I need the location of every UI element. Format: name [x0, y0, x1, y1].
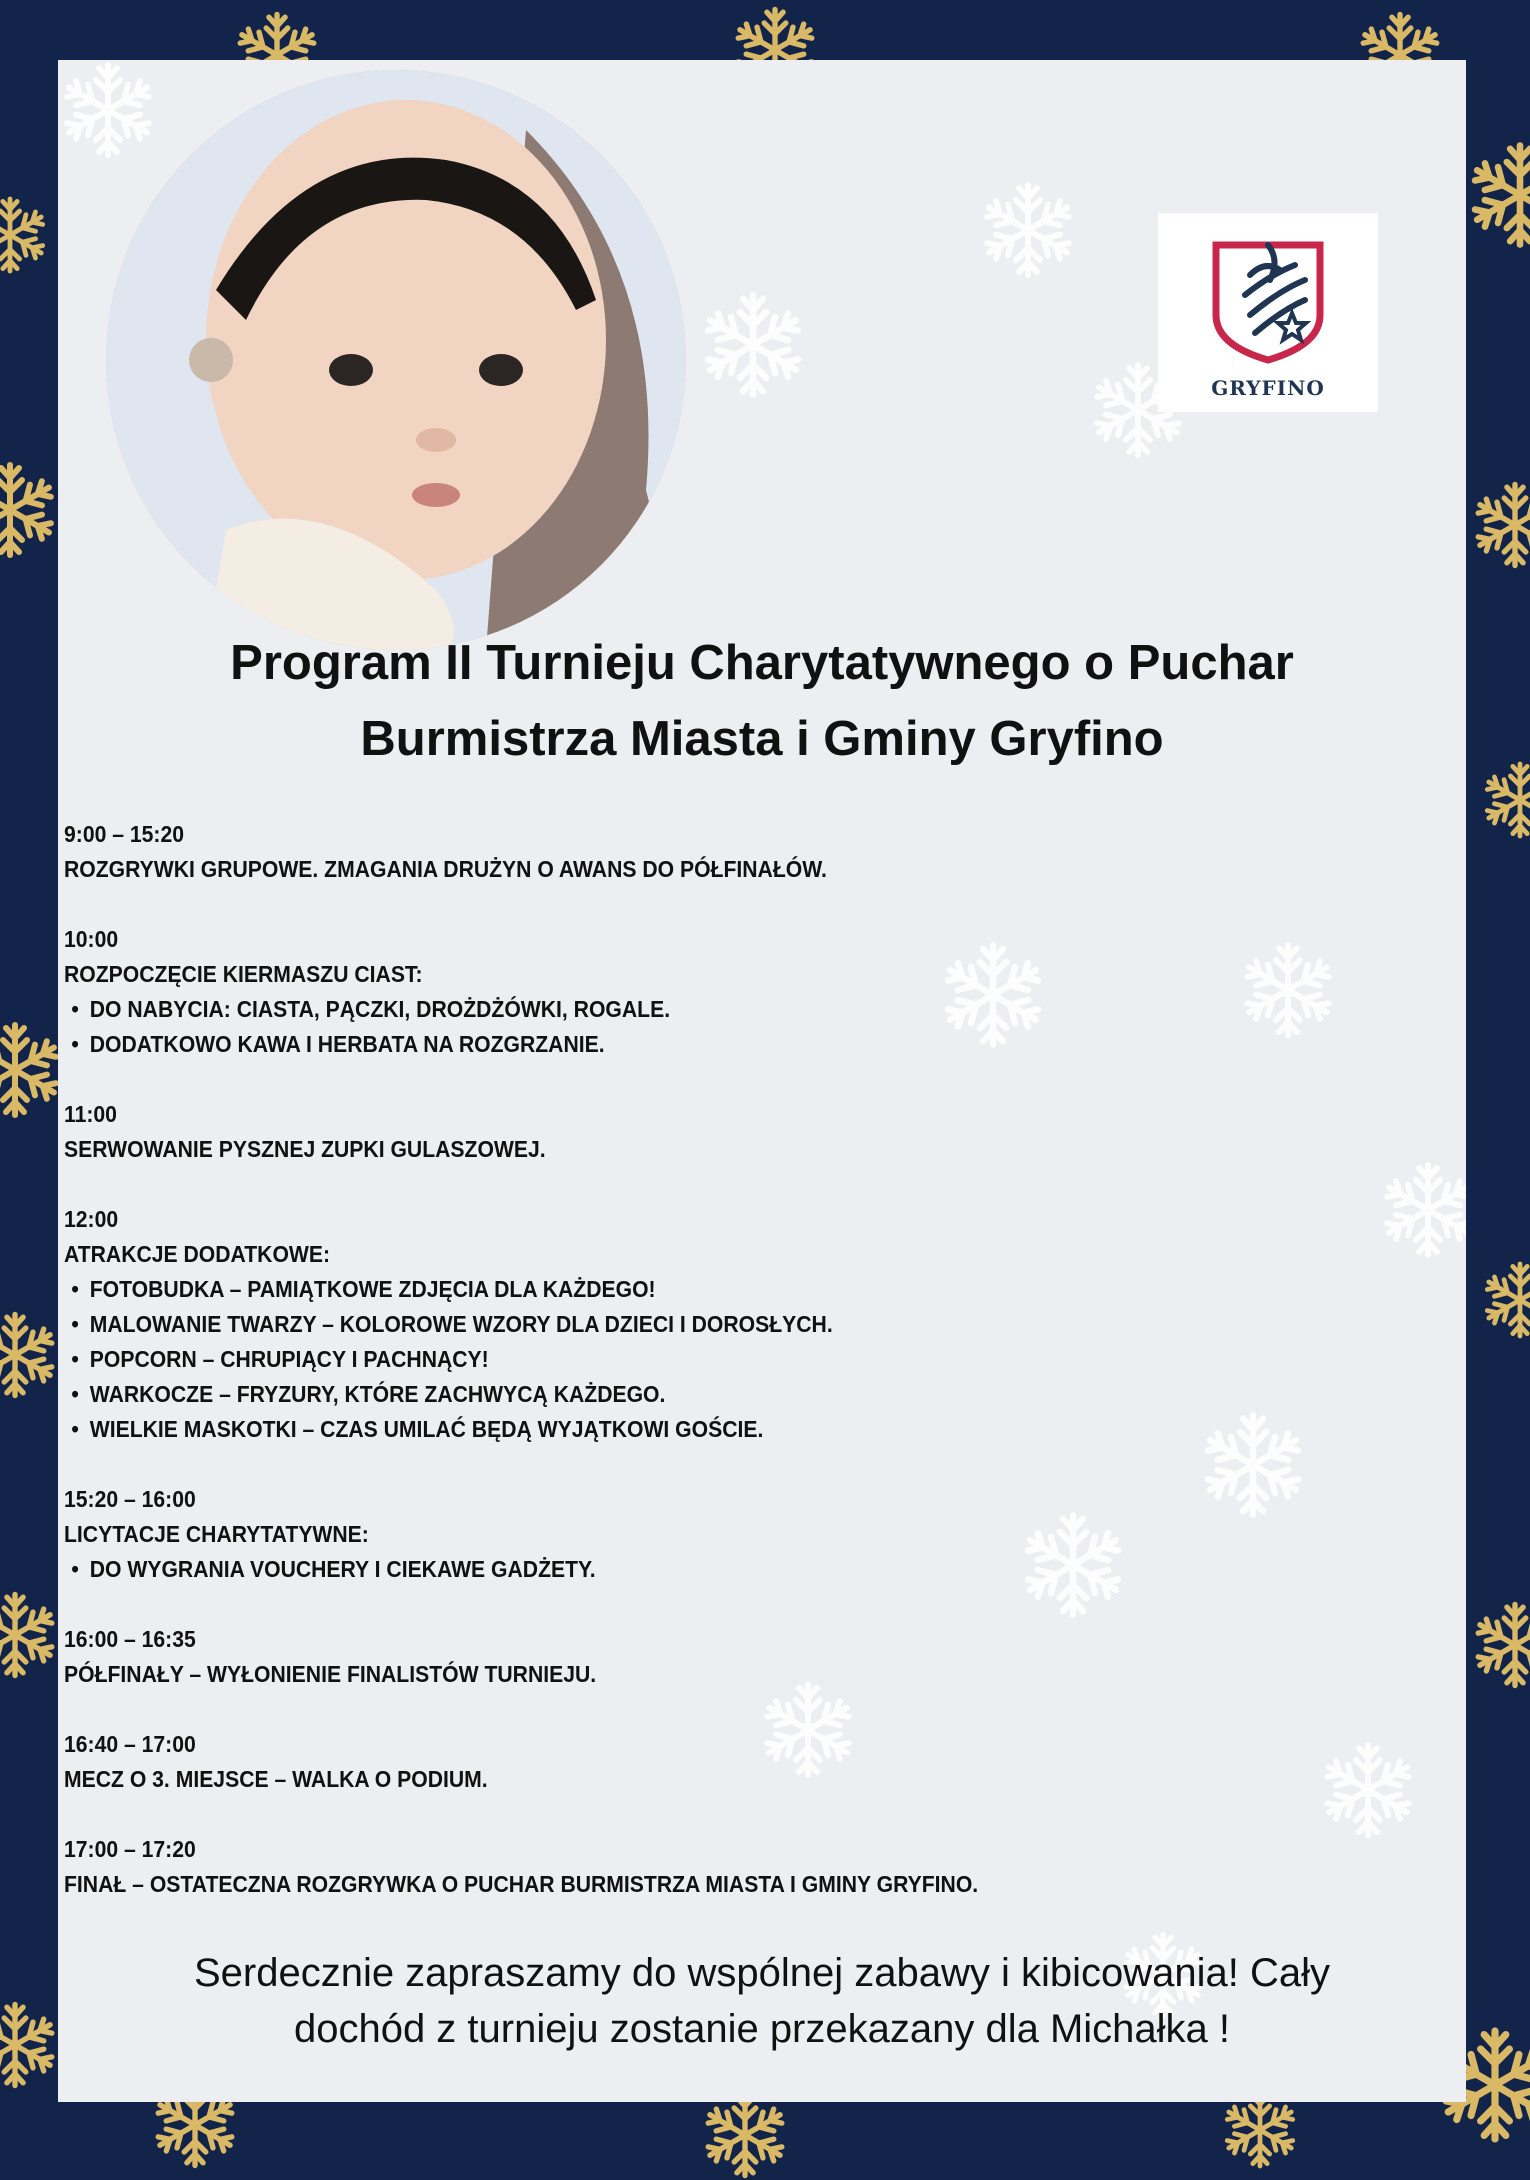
schedule-item: • WIELKIE MASKOTKI – CZAS UMILAĆ BĘDĄ WYJĄTKOWI GOŚCIE.: [64, 1412, 1260, 1447]
baby-photo: [106, 70, 686, 650]
gold-snowflake-icon: [1465, 140, 1530, 250]
gold-snowflake-icon: [1480, 760, 1530, 840]
closing-message: [88, 1945, 1436, 2057]
schedule-time: 16:00 – 16:35: [64, 1626, 196, 1652]
gold-snowflake-icon: [1470, 1600, 1530, 1690]
gold-snowflake-icon: [0, 1310, 60, 1400]
schedule-time: 12:00: [64, 1206, 119, 1232]
content-panel: [58, 60, 1466, 2102]
schedule-item: • FOTOBUDKA – PAMIĄTKOWE ZDJĘCIA DLA KAŻDEGO!: [64, 1272, 1260, 1307]
schedule-item: • DO NABYCIA: CIASTA, PĄCZKI, DROŻDŻÓWKI, ROGALE.: [64, 992, 1260, 1027]
schedule-item: • DODATKOWO KAWA I HERBATA NA ROZGRZANIE.: [64, 1027, 1260, 1062]
white-snowflake-icon: [978, 180, 1078, 280]
white-snowflake-icon: [1318, 1740, 1418, 1840]
schedule-block: [64, 1202, 1260, 1447]
gryfino-logo: [1158, 213, 1378, 412]
title-line-2: Burmistrza Miasta i Gminy Gryfino: [360, 712, 1164, 766]
white-snowflake-icon: [1378, 1160, 1466, 1260]
gryfino-coat-of-arms-icon: [1210, 235, 1326, 365]
title-line-1: Program II Turnieju Charytatywnego o Puchar: [230, 636, 1294, 690]
white-snowflake-icon: [58, 60, 158, 160]
gold-snowflake-icon: [0, 1590, 60, 1680]
schedule-item: • DO WYGRANIA VOUCHERY I CIEKAWE GADŻETY.: [64, 1552, 1260, 1587]
baby-portrait-illustration: [106, 70, 686, 650]
schedule-block: [64, 1832, 1260, 1902]
gold-snowflake-icon: [0, 2000, 60, 2090]
schedule-heading: FINAŁ – OSTATECZNA ROZGRYWKA O PUCHAR BURMISTRZA MIASTA I GMINY GRYFINO.: [64, 1871, 979, 1897]
white-snowflake-icon: [698, 290, 808, 400]
gold-snowflake-icon: [0, 1020, 65, 1120]
schedule-block: [64, 1727, 1260, 1797]
schedule-time: 9:00 – 15:20: [64, 821, 185, 847]
schedule-heading: ATRAKCJE DODATKOWE:: [64, 1241, 331, 1267]
gold-snowflake-icon: [1220, 2090, 1300, 2170]
schedule-block: [64, 817, 1260, 887]
schedule-time: 11:00: [64, 1101, 117, 1127]
schedule-block: [64, 1622, 1260, 1692]
closing-line-1: Serdecznie zapraszamy do wspólnej zabawy i kibicowania! Cały: [193, 1951, 1331, 1995]
schedule-list: [64, 817, 1260, 1937]
schedule-time: 17:00 – 17:20: [64, 1836, 196, 1862]
schedule-items: [64, 1272, 1260, 1447]
schedule-heading: LICYTACJE CHARYTATYWNE:: [64, 1521, 369, 1547]
gold-snowflake-icon: [1470, 480, 1530, 570]
closing-line-2: dochód z turnieju zostanie przekazany dla Michałka !: [293, 2007, 1231, 2051]
schedule-time: 16:40 – 17:00: [64, 1731, 196, 1757]
schedule-heading: PÓŁFINAŁY – WYŁONIENIE FINALISTÓW TURNIEJU.: [64, 1661, 597, 1687]
schedule-heading: ROZPOCZĘCIE KIERMASZU CIAST:: [64, 961, 423, 987]
schedule-items: [64, 992, 1260, 1062]
gold-snowflake-icon: [1480, 1260, 1530, 1340]
schedule-block: [64, 922, 1260, 1062]
schedule-heading: SERWOWANIE PYSZNEJ ZUPKI GULASZOWEJ.: [64, 1136, 546, 1162]
schedule-block: [64, 1482, 1260, 1587]
schedule-heading: ROZGRYWKI GRUPOWE. ZMAGANIA DRUŻYN O AWANS DO PÓŁFINAŁÓW.: [64, 856, 827, 882]
logo-text: GRYFINO: [1211, 376, 1325, 400]
schedule-items: [64, 1552, 1260, 1587]
schedule-time: 15:20 – 16:00: [64, 1486, 196, 1512]
page-title: [98, 625, 1426, 777]
schedule-block: [64, 1097, 1260, 1167]
schedule-heading: MECZ O 3. MIEJSCE – WALKA O PODIUM.: [64, 1766, 488, 1792]
schedule-time: 10:00: [64, 926, 119, 952]
schedule-item: • POPCORN – CHRUPIĄCY I PACHNĄCY!: [64, 1342, 1260, 1377]
schedule-item: • MALOWANIE TWARZY – KOLOROWE WZORY DLA DZIECI I DOROSŁYCH.: [64, 1307, 1260, 1342]
gold-snowflake-icon: [0, 195, 50, 275]
gold-snowflake-icon: [700, 2090, 790, 2180]
schedule-item: • WARKOCZE – FRYZURY, KTÓRE ZACHWYCĄ KAŻDEGO.: [64, 1377, 1260, 1412]
gold-snowflake-icon: [0, 460, 60, 560]
